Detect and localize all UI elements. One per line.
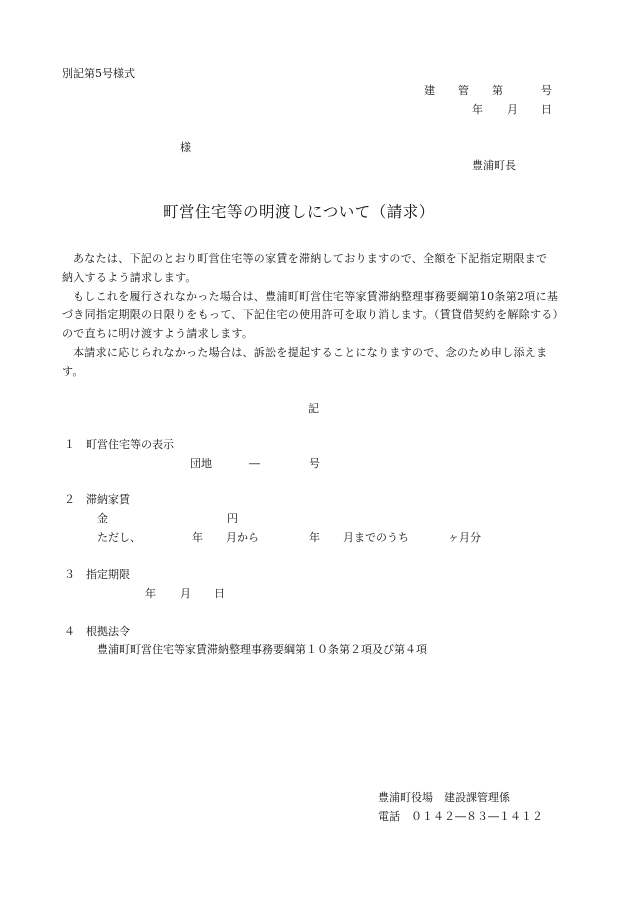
- date-year: 年: [472, 103, 483, 116]
- date-month: 月: [507, 103, 518, 116]
- item1-go: 号: [309, 457, 320, 470]
- item3-heading: 指定期限: [86, 568, 130, 581]
- item1-number: １: [64, 438, 75, 451]
- paragraph-line: す。: [62, 365, 84, 378]
- paragraph-line: 本請求に応じられなかった場合は、訴訟を提起することになりますので、念のため申し添えま: [73, 346, 548, 359]
- item2-gatsumade: 月までのうち: [343, 531, 409, 544]
- item3-year: 年: [145, 587, 156, 600]
- paragraph-line: づき同指定期限の日限りをもって、下記住宅の使用許可を取り消します。（賃貸借契約を解除する）: [62, 308, 564, 321]
- item1-danchi: 団地: [190, 457, 212, 470]
- doc-number-go: 号: [541, 84, 552, 97]
- issuer: 豊浦町長: [472, 159, 516, 172]
- item3-number: ３: [64, 568, 75, 581]
- item2-nen1: 年: [192, 531, 203, 544]
- item2-tadashi: ただし、: [97, 531, 141, 544]
- paragraph-line: 納入するよう請求します。: [62, 271, 197, 284]
- paragraph-line: ので直ちに明け渡すよう請求します。: [62, 327, 254, 340]
- paragraph-line: あなたは、下記のとおり町営住宅等の家賃を滞納しておりますので、全額を下記指定期限まで: [73, 252, 548, 265]
- form-label: 別記第5号様式: [62, 67, 135, 80]
- date-day: 日: [541, 103, 552, 116]
- item2-kin: 金: [97, 512, 108, 525]
- ki-label: 記: [308, 402, 319, 415]
- doc-number-kan: 管: [458, 84, 469, 97]
- addressee-suffix: 様: [180, 141, 191, 154]
- item2-heading: 滞納家賃: [86, 493, 130, 506]
- item2-kagetsu: ヶ月分: [448, 531, 481, 544]
- item4-heading: 根拠法令: [86, 625, 130, 638]
- item1-dash: ―: [249, 457, 260, 470]
- item3-month: 月: [180, 587, 191, 600]
- item2-nen2: 年: [309, 531, 320, 544]
- paragraph-line: もしこれを履行されなかった場合は、豊浦町町営住宅等家賃滞納整理事務要綱第10条第2項に基: [73, 290, 559, 303]
- item2-number: ２: [64, 493, 75, 506]
- item2-gatsukara: 月から: [226, 531, 259, 544]
- doc-number-ken: 建: [424, 84, 435, 97]
- item4-number: ４: [64, 625, 75, 638]
- contact-phone: 電話 ０１４２―８３―１４１２: [378, 810, 543, 823]
- item2-en: 円: [227, 512, 238, 525]
- item3-day: 日: [214, 587, 225, 600]
- contact-office: 豊浦町役場 建設課管理係: [378, 791, 510, 804]
- item4-text: 豊浦町町営住宅等家賃滞納整理事務要綱第１０条第２項及び第４項: [97, 643, 427, 656]
- item1-heading: 町営住宅等の表示: [86, 438, 174, 451]
- doc-number-dai: 第: [492, 84, 503, 97]
- document-title: 町営住宅等の明渡しについて（請求）: [163, 203, 435, 221]
